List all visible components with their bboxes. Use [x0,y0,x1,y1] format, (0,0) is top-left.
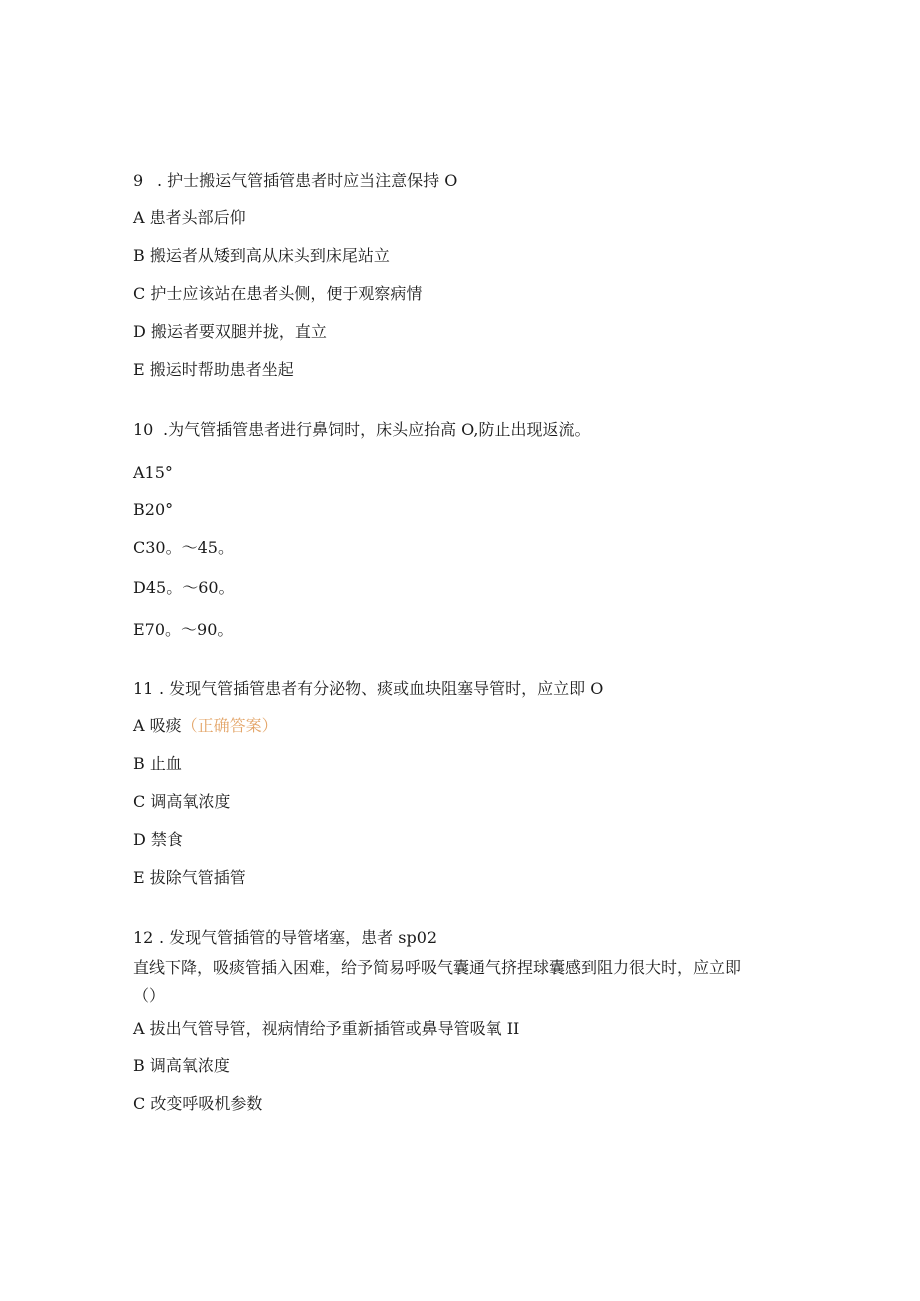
question-12-stem-line-3: （） [133,986,166,1005]
question-10-option-a: A15° [133,463,173,482]
question-9-option-b: B 搬运者从矮到高从床头到床尾站立 [133,246,390,265]
question-9-option-d: D 搬运者要双腿并拢，直立 [133,322,327,341]
question-11-stem [133,679,603,699]
question-number: 12 [133,928,154,947]
question-12-option-a: A 拔出气管导管，视病情给予重新插管或鼻导管吸氧 II [133,1019,520,1038]
option-label: A 吸痰 [133,716,182,735]
question-text: . 发现气管插管的导管堵塞，患者 sp02 [159,928,438,947]
question-10-option-d: D45。～60。 [133,578,235,597]
question-9-stem [133,171,457,191]
question-10-stem [133,420,590,440]
correct-answer-mark: （正确答案） [181,716,278,735]
question-12-option-b: B 调高氧浓度 [133,1056,230,1075]
question-number: 10 [133,420,154,439]
question-12-stem [133,928,437,948]
question-10-option-c: C30。～45。 [133,538,234,557]
question-12-option-c: C 改变呼吸机参数 [133,1094,263,1113]
question-11-option-b: B 止血 [133,754,182,773]
question-9-option-c: C 护士应该站在患者头侧，便于观察病情 [133,284,423,303]
question-number: 11 [133,679,154,698]
question-text: . 发现气管插管患者有分泌物、痰或血块阻塞导管时，应立即 O [159,679,604,698]
question-text: . 护士搬运气管插管患者时应当注意保持 O [157,171,458,190]
question-11-option-d: D 禁食 [133,830,183,849]
question-9-option-e: E 搬运时帮助患者坐起 [133,360,294,379]
question-11-option-e: E 拔除气管插管 [133,868,246,887]
question-10-option-e: E70。～90。 [133,620,234,639]
question-number: 9 [133,171,144,190]
question-11-option-a [133,716,278,736]
question-9-option-a: A 患者头部后仰 [133,208,246,227]
question-text: .为气管插管患者进行鼻饲时，床头应抬高 O,防止出现返流。 [163,420,591,439]
question-12-stem-line-2: 直线下降，吸痰管插入困难，给予简易呼吸气囊通气挤捏球囊感到阻力很大时，应立即 [133,958,742,977]
question-11-option-c: C 调高氧浓度 [133,792,231,811]
question-10-option-b: B20° [133,500,174,519]
